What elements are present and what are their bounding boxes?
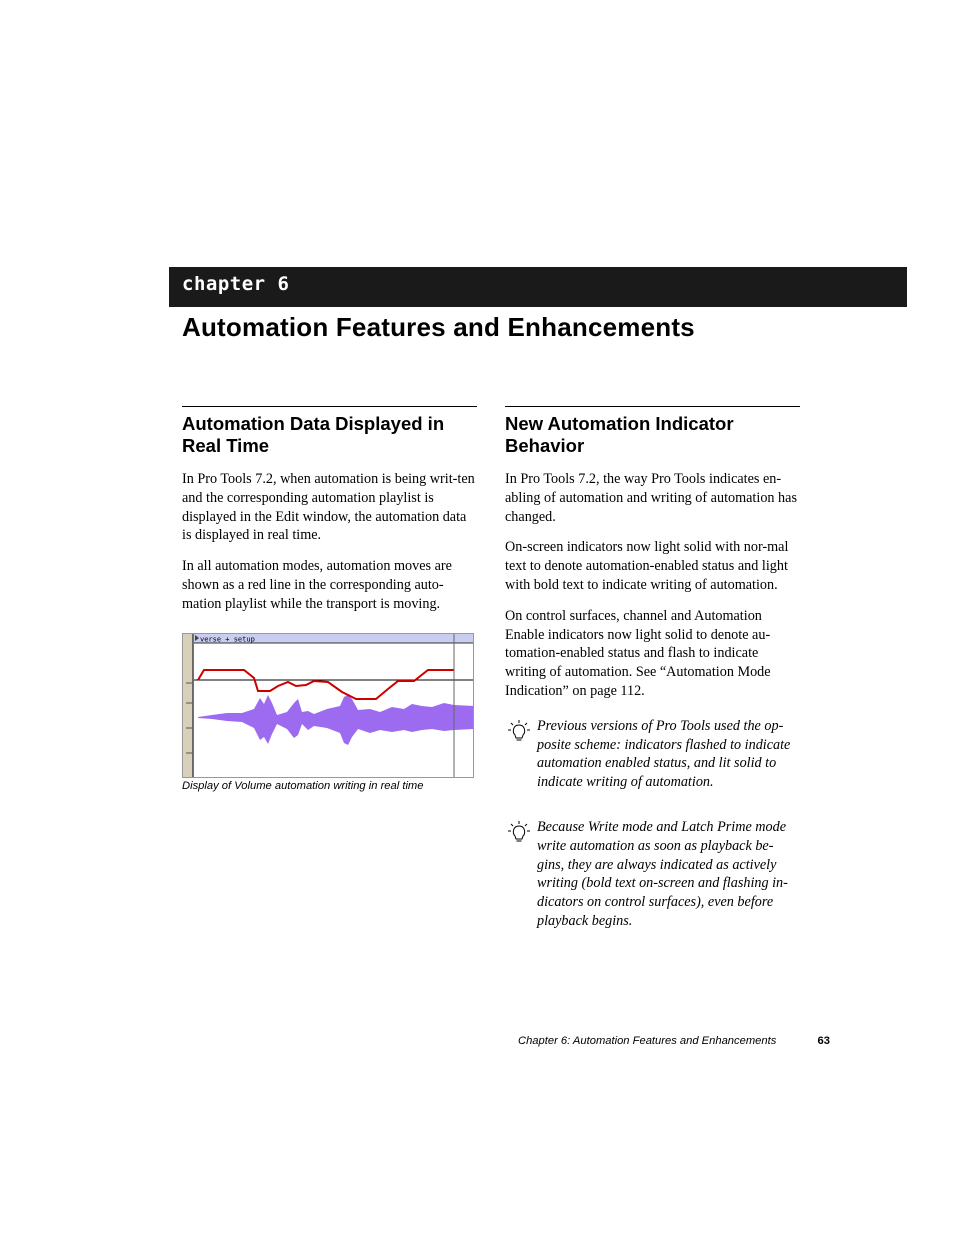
section-rule bbox=[505, 406, 800, 407]
lightbulb-icon bbox=[507, 820, 531, 844]
region-name: verse + setup bbox=[200, 635, 255, 644]
section-rule bbox=[182, 406, 477, 407]
tip-note bbox=[505, 818, 800, 931]
chapter-label: chapter 6 bbox=[182, 273, 290, 295]
paragraph: In Pro Tools 7.2, the way Pro Tools indicates en-abling of automation and writing of automation has changed. bbox=[505, 471, 797, 525]
figure-background bbox=[182, 633, 474, 778]
paragraph: In Pro Tools 7.2, when automation is being writ-ten and the corresponding automation playlist is displayed in the Edit window, the automation data is displayed in real time. bbox=[182, 471, 475, 544]
chapter-bar bbox=[169, 267, 907, 307]
page-number: 63 bbox=[817, 1035, 830, 1047]
figure-caption: Display of Volume automation writing in real time bbox=[182, 779, 424, 792]
chapter-title: Automation Features and Enhancements bbox=[182, 312, 695, 342]
paragraph: On-screen indicators now light solid with nor-mal text to denote automation-enabled status and light with bold text to indicate writing of automation. bbox=[505, 539, 789, 593]
automation-figure bbox=[182, 633, 474, 778]
paragraph: On control surfaces, channel and Automation Enable indicators now light solid to denote au-tomation-enabled status and flash to indicate writing of automation. See “Automation Mode Indication” on page 112. bbox=[505, 607, 771, 699]
page-footer bbox=[518, 1035, 830, 1047]
tip-text: Previous versions of Pro Tools used the op-posite scheme: indicators flashed to indicate automation enabled status, and lit solid to indicate writing of automation. bbox=[537, 717, 791, 791]
tip-text: Because Write mode and Latch Prime mode write automation as soon as playback be-gins, they are always indicated as actively writing (bold text on-screen and flashing in-dicators on control surfaces), even before playback begins. bbox=[537, 818, 788, 929]
section-heading-realtime: Automation Data Displayed in Real Time bbox=[182, 413, 445, 456]
section-heading-indicator: New Automation Indicator Behavior bbox=[505, 413, 734, 456]
paragraph: In all automation modes, automation moves are shown as a red line in the corresponding auto-mation playlist while the transport is moving. bbox=[182, 558, 452, 612]
footer-chapter-title: Chapter 6: Automation Features and Enhancements bbox=[518, 1035, 777, 1047]
automation-screenshot bbox=[182, 633, 474, 778]
tip-note bbox=[505, 717, 800, 792]
left-column bbox=[182, 406, 477, 792]
lightbulb-icon bbox=[507, 719, 531, 743]
right-column bbox=[505, 406, 800, 943]
track-ruler bbox=[182, 633, 193, 778]
